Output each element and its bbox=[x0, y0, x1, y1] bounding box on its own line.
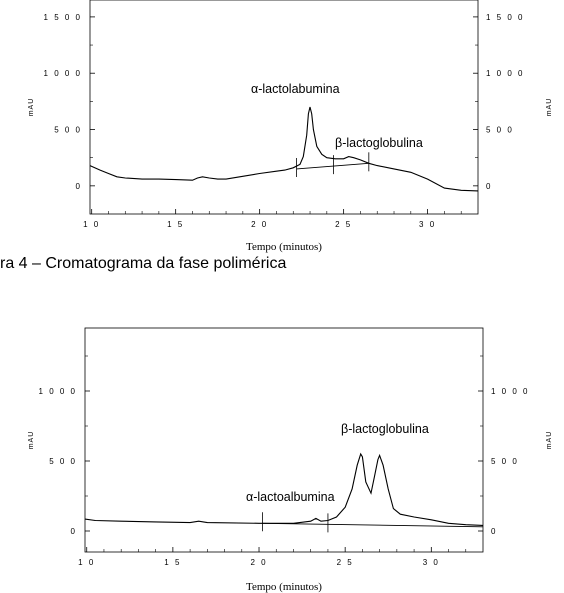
y-tick-label-left: 1 0 0 0 bbox=[43, 69, 82, 79]
tick-labels bbox=[44, 13, 525, 229]
x-tick-label: 1 0 bbox=[78, 558, 96, 567]
y-tick-label-right: 0 bbox=[486, 181, 493, 191]
axis-ticks bbox=[85, 356, 483, 552]
y-tick-label-left: 5 0 0 bbox=[49, 457, 77, 466]
y-tick-label-left: 1 0 0 0 bbox=[38, 387, 77, 396]
y-tick-label-right: 0 bbox=[491, 527, 498, 536]
plot-frame bbox=[90, 0, 478, 214]
x-tick-label: 2 0 bbox=[250, 558, 268, 567]
y-axis-label-right: mAU bbox=[546, 430, 553, 450]
axis-ticks bbox=[90, 17, 478, 214]
y-tick-label-left: 5 0 0 bbox=[54, 125, 82, 135]
integration-marks bbox=[297, 152, 369, 177]
peak-label-beta: β-lactoglobulina bbox=[335, 136, 423, 150]
y-axis-label-left: mAU bbox=[28, 430, 35, 450]
integration-baseline bbox=[297, 163, 369, 169]
peak-label-beta: β-lactoglobulina bbox=[341, 422, 429, 436]
x-tick-label: 1 5 bbox=[167, 220, 185, 229]
y-tick-label-right: 1 0 0 0 bbox=[486, 69, 525, 79]
x-tick-label: 2 5 bbox=[336, 558, 354, 567]
x-tick-label: 2 5 bbox=[335, 220, 353, 229]
x-tick-label: 3 0 bbox=[422, 558, 440, 567]
y-tick-label-left: 0 bbox=[70, 527, 77, 536]
figure-caption: ra 4 – Cromatograma da fase polimérica bbox=[0, 255, 287, 272]
x-axis-label: Tempo (minutos) bbox=[246, 581, 322, 593]
y-tick-label-right: 5 0 0 bbox=[486, 125, 514, 135]
y-tick-label-right: 5 0 0 bbox=[491, 457, 519, 466]
x-tick-label: 3 0 bbox=[419, 220, 437, 229]
chromatogram-2 bbox=[28, 328, 553, 593]
y-tick-label-left: 0 bbox=[75, 181, 82, 191]
integration-marks bbox=[262, 512, 327, 532]
y-axis-label-left: mAU bbox=[28, 97, 35, 117]
x-tick-label: 1 0 bbox=[83, 220, 101, 229]
y-axis-label-right: mAU bbox=[546, 97, 553, 117]
chromatogram-1 bbox=[28, 0, 553, 253]
peak-label-alpha: α-lactoalbumina bbox=[246, 490, 335, 504]
x-tick-label: 1 5 bbox=[164, 558, 182, 567]
x-tick-label: 2 0 bbox=[251, 220, 269, 229]
x-axis-label: Tempo (minutos) bbox=[246, 241, 322, 253]
peak-label-alpha: α-lactolabumina bbox=[251, 82, 340, 96]
y-tick-label-left: 1 5 0 0 bbox=[43, 12, 82, 22]
y-tick-label-right: 1 0 0 0 bbox=[491, 387, 530, 396]
tick-labels bbox=[39, 387, 530, 567]
y-tick-label-right: 1 5 0 0 bbox=[486, 12, 525, 22]
